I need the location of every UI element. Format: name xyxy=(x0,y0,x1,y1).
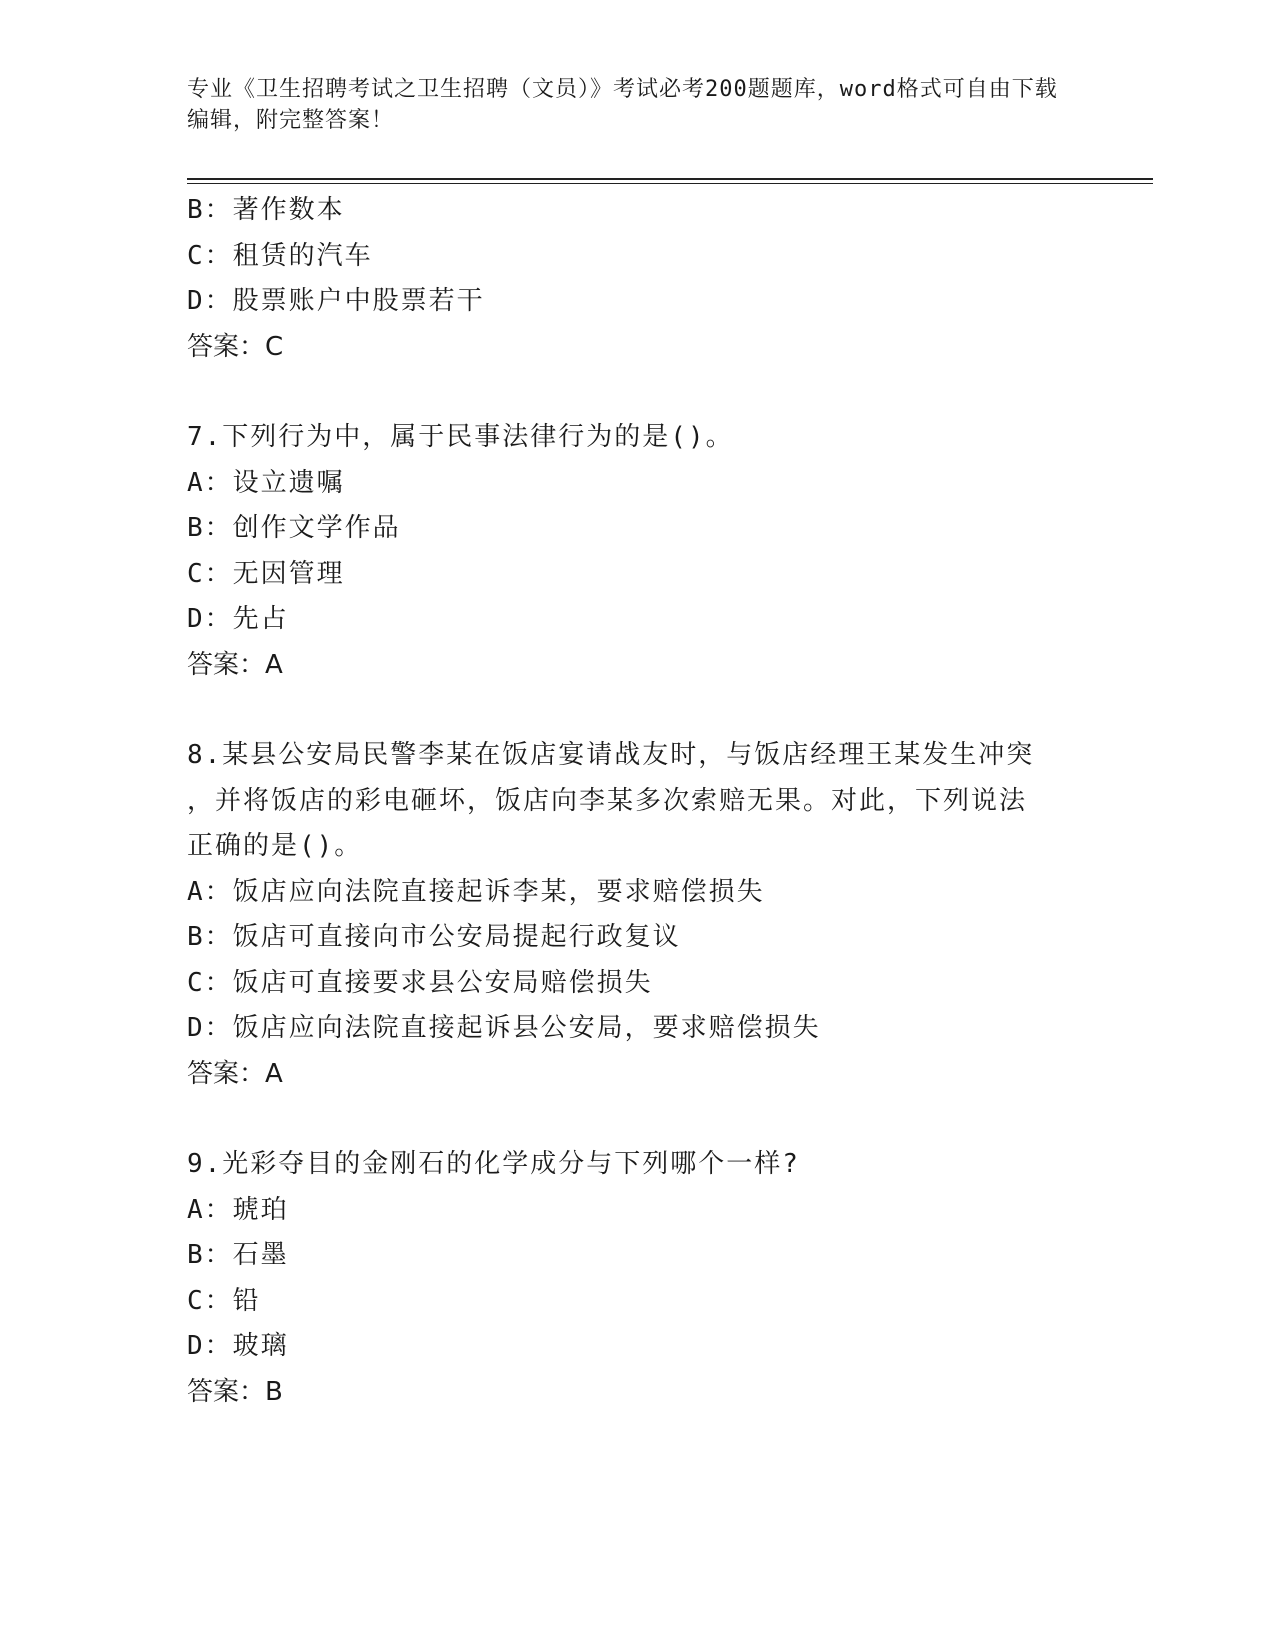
page-header: 专业《卫生招聘考试之卫生招聘（文员）》考试必考200题题库，word格式可自由下载编辑，附完整答案！ xyxy=(187,77,1058,133)
q7-option-b: B：创作文学作品 xyxy=(187,513,401,543)
q9-stem: 9.光彩夺目的金刚石的化学成分与下列哪个一样? xyxy=(187,1149,800,1179)
q6-answer: 答案：C xyxy=(187,331,284,362)
q7-option-d: D：先占 xyxy=(187,604,289,634)
q7-stem: 7.下列行为中，属于民事法律行为的是()。 xyxy=(187,422,734,452)
q8-stem-line-1: 8.某县公安局民警李某在饭店宴请战友时，与饭店经理王某发生冲突 xyxy=(187,740,1035,770)
q8-option-c: C：饭店可直接要求县公安局赔偿损失 xyxy=(187,967,653,998)
q6-option-d: D：股票账户中股票若干 xyxy=(187,286,485,316)
header-divider xyxy=(187,178,1153,184)
q7-option-c: C：无因管理 xyxy=(187,558,345,589)
document-body xyxy=(187,188,1087,1415)
q9-option-a: A：琥珀 xyxy=(187,1194,289,1225)
q8-stem-line-2: ，并将饭店的彩电砸坏，饭店向李某多次索赔无果。对此，下列说法 xyxy=(187,785,1028,816)
q9-option-d: D：玻璃 xyxy=(187,1331,289,1361)
q8-option-d: D：饭店应向法院直接起诉县公安局，要求赔偿损失 xyxy=(187,1013,821,1043)
q8-stem-line-3: 正确的是()。 xyxy=(187,831,363,861)
q7-answer: 答案：A xyxy=(187,649,283,680)
q9-answer: 答案：B xyxy=(187,1376,283,1407)
q8-option-a: A：饭店应向法院直接起诉李某，要求赔偿损失 xyxy=(187,876,765,907)
q6-option-b: B：著作数本 xyxy=(187,195,345,225)
q9-option-c: C：铅 xyxy=(187,1285,261,1316)
q6-option-c: C：租赁的汽车 xyxy=(187,240,373,271)
q8-answer: 答案：A xyxy=(187,1058,283,1089)
q8-option-b: B：饭店可直接向市公安局提起行政复议 xyxy=(187,922,681,952)
q7-option-a: A：设立遗嘱 xyxy=(187,467,345,498)
q9-option-b: B：石墨 xyxy=(187,1240,289,1270)
